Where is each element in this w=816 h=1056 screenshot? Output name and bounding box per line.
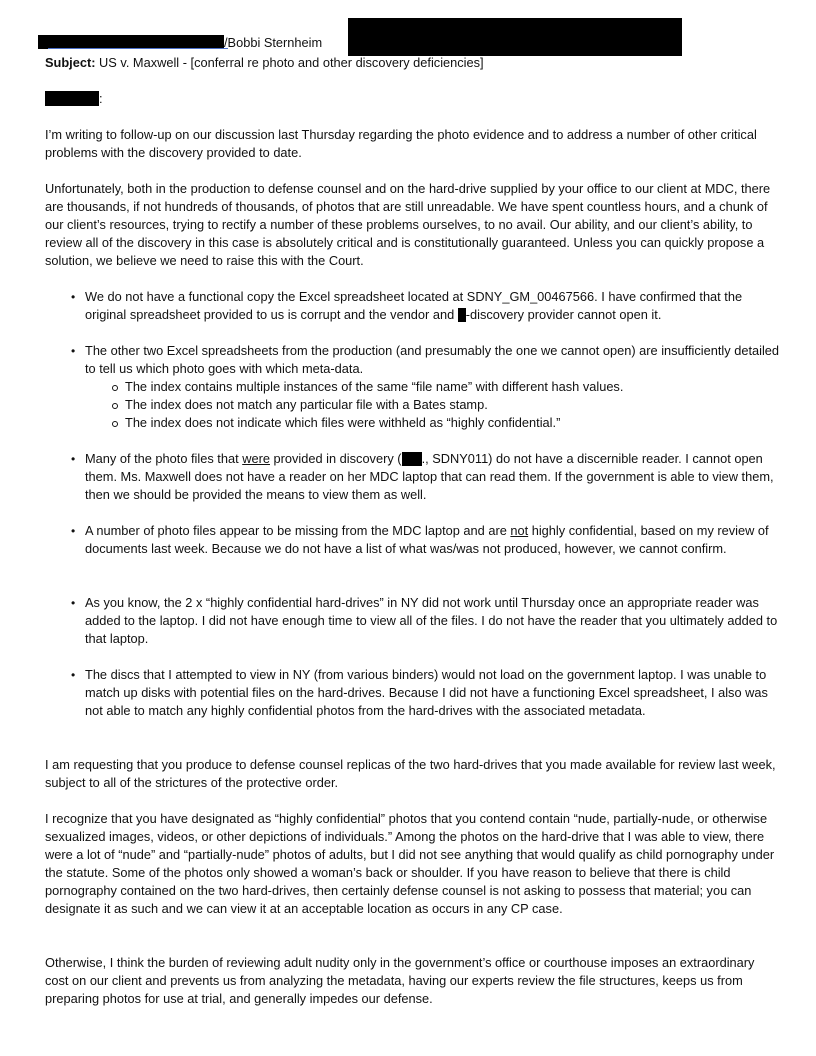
underlined-word: not xyxy=(510,523,529,538)
salutation-colon: : xyxy=(99,91,103,106)
list-item xyxy=(45,342,780,432)
salutation xyxy=(45,90,103,108)
bullet-text: The other two Excel spreadsheets from the production (and presumably the one we cannot open) are insufficiently detailed to tell us which photo goes with which meta-data. xyxy=(85,343,780,376)
sub-list-item: The index does not indicate which files were withheld as “highly confidential.” xyxy=(85,414,780,432)
bullet-text: ., SDNY011) do not have a discernible reader. I cannot open them. Ms. Maxwell does not have a reader on her MDC laptop that can read them. If the government is able to view them, then we should be provided the means to view them as well. xyxy=(85,451,774,502)
redacted-word xyxy=(458,308,466,322)
from-name: /Bobbi Sternheim xyxy=(224,35,323,50)
list-item: • The discs that I attempted to view in NY (from various binders) would not load on the government laptop. I was unable to match up disks with potential files on the hard-drives. Because I did not have a functioning Excel spreadsheet, I also was not able to match any highly confidential photos from the hard-drives with the associated metadata. xyxy=(45,666,780,720)
subject-text: US v. Maxwell - [conferral re photo and other discovery deficiencies] xyxy=(95,55,484,70)
sub-list-item: The index does not match any particular file with a Bates stamp. xyxy=(85,396,780,414)
bullet-text: provided in discovery ( xyxy=(269,451,402,466)
subject-line xyxy=(45,54,484,72)
paragraph-problem: Unfortunately, both in the production to defense counsel and on the hard-drive supplied by your office to our client at MDC, there are thousands, if not hundreds of thousands, of photos that are still unreadable. We have spent countless hours, and a chunk of our client’s resources, trying to rectify a number of these problems ourselves, to no avail. Our ability, and our client’s ability, to review all of the discovery in this case is absolutely critical and is constitutionally guaranteed. Unless you can quickly propose a solution, we believe we need to raise this with the Court. xyxy=(45,181,771,268)
deficiency-list xyxy=(45,288,780,324)
redacted-email-link xyxy=(38,35,224,49)
redacted-recipients xyxy=(348,18,682,56)
deficiency-list xyxy=(45,450,780,504)
list-item xyxy=(45,288,780,324)
list-item xyxy=(45,522,780,558)
paragraph-intro: I’m writing to follow-up on our discussion last Thursday regarding the photo evidence and to address a number of other critical problems with the discovery provided to date. xyxy=(45,127,757,160)
paragraph-request: I am requesting that you produce to defense counsel replicas of the two hard-drives that you made available for review last week, subject to all of the strictures of the protective order. xyxy=(45,757,776,790)
paragraph-designation: I recognize that you have designated as “highly confidential” photos that you contend contain “nude, partially-nude, or otherwise sexualized images, videos, or other depictions of individuals.” Among the photos on the hard-drive that I was able to view, there were a lot of “nude” and “partially-nude” photos of adults, but I did not see anything that would qualify as child pornography under the statute. Some of the photos only showed a woman’s back or shoulder. If you have reason to believe that there is child pornography contained on the two hard-drives, then certainly defense counsel is not asking to possess that material; you can designate it as such and we can view it at an acceptable location as occurs in any CP case. xyxy=(45,811,775,916)
bullet-text: -discovery provider cannot open it. xyxy=(465,307,662,322)
deficiency-list xyxy=(45,522,780,558)
sub-list-item: The index contains multiple instances of the same “file name” with different hash values. xyxy=(85,378,780,396)
link-underline xyxy=(48,48,228,49)
redacted-word xyxy=(402,452,422,466)
list-item: • As you know, the 2 x “highly confidential hard-drives” in NY did not work until Thursday once an appropriate reader was added to the laptop. I did not have enough time to view all of the files. I do not have the reader that you ultimately added to that laptop. xyxy=(45,594,780,648)
bullet-text: A number of photo files appear to be missing from the MDC laptop and are xyxy=(85,523,511,538)
subject-label: Subject: xyxy=(45,55,96,70)
deficiency-list xyxy=(45,342,780,432)
redacted-addressee xyxy=(45,91,99,106)
list-item xyxy=(45,450,780,504)
paragraph-burden: Otherwise, I think the burden of reviewing adult nudity only in the government’s office or courthouse imposes an extraordinary cost on our client and prevents us from analyzing the metadata, having our experts review the file structures, keeps us from preparing photos for use at trial, and generally impedes our defense. xyxy=(45,955,755,1006)
underlined-word: were xyxy=(242,451,270,466)
bullet-text: highly confidential, based on my review of documents last week. Because we do not have a list of what was/was not produced, however, we cannot confirm. xyxy=(85,523,769,556)
from-line xyxy=(45,34,322,54)
deficiency-list xyxy=(45,666,780,720)
index-issues-list xyxy=(85,378,780,432)
deficiency-list xyxy=(45,594,780,648)
bullet-text: Many of the photo files that xyxy=(85,451,243,466)
bullet-text: We do not have a functional copy the Excel spreadsheet located at SDNY_GM_00467566. I have confirmed that the original spreadsheet provided to us is corrupt and the vendor and xyxy=(85,289,743,322)
